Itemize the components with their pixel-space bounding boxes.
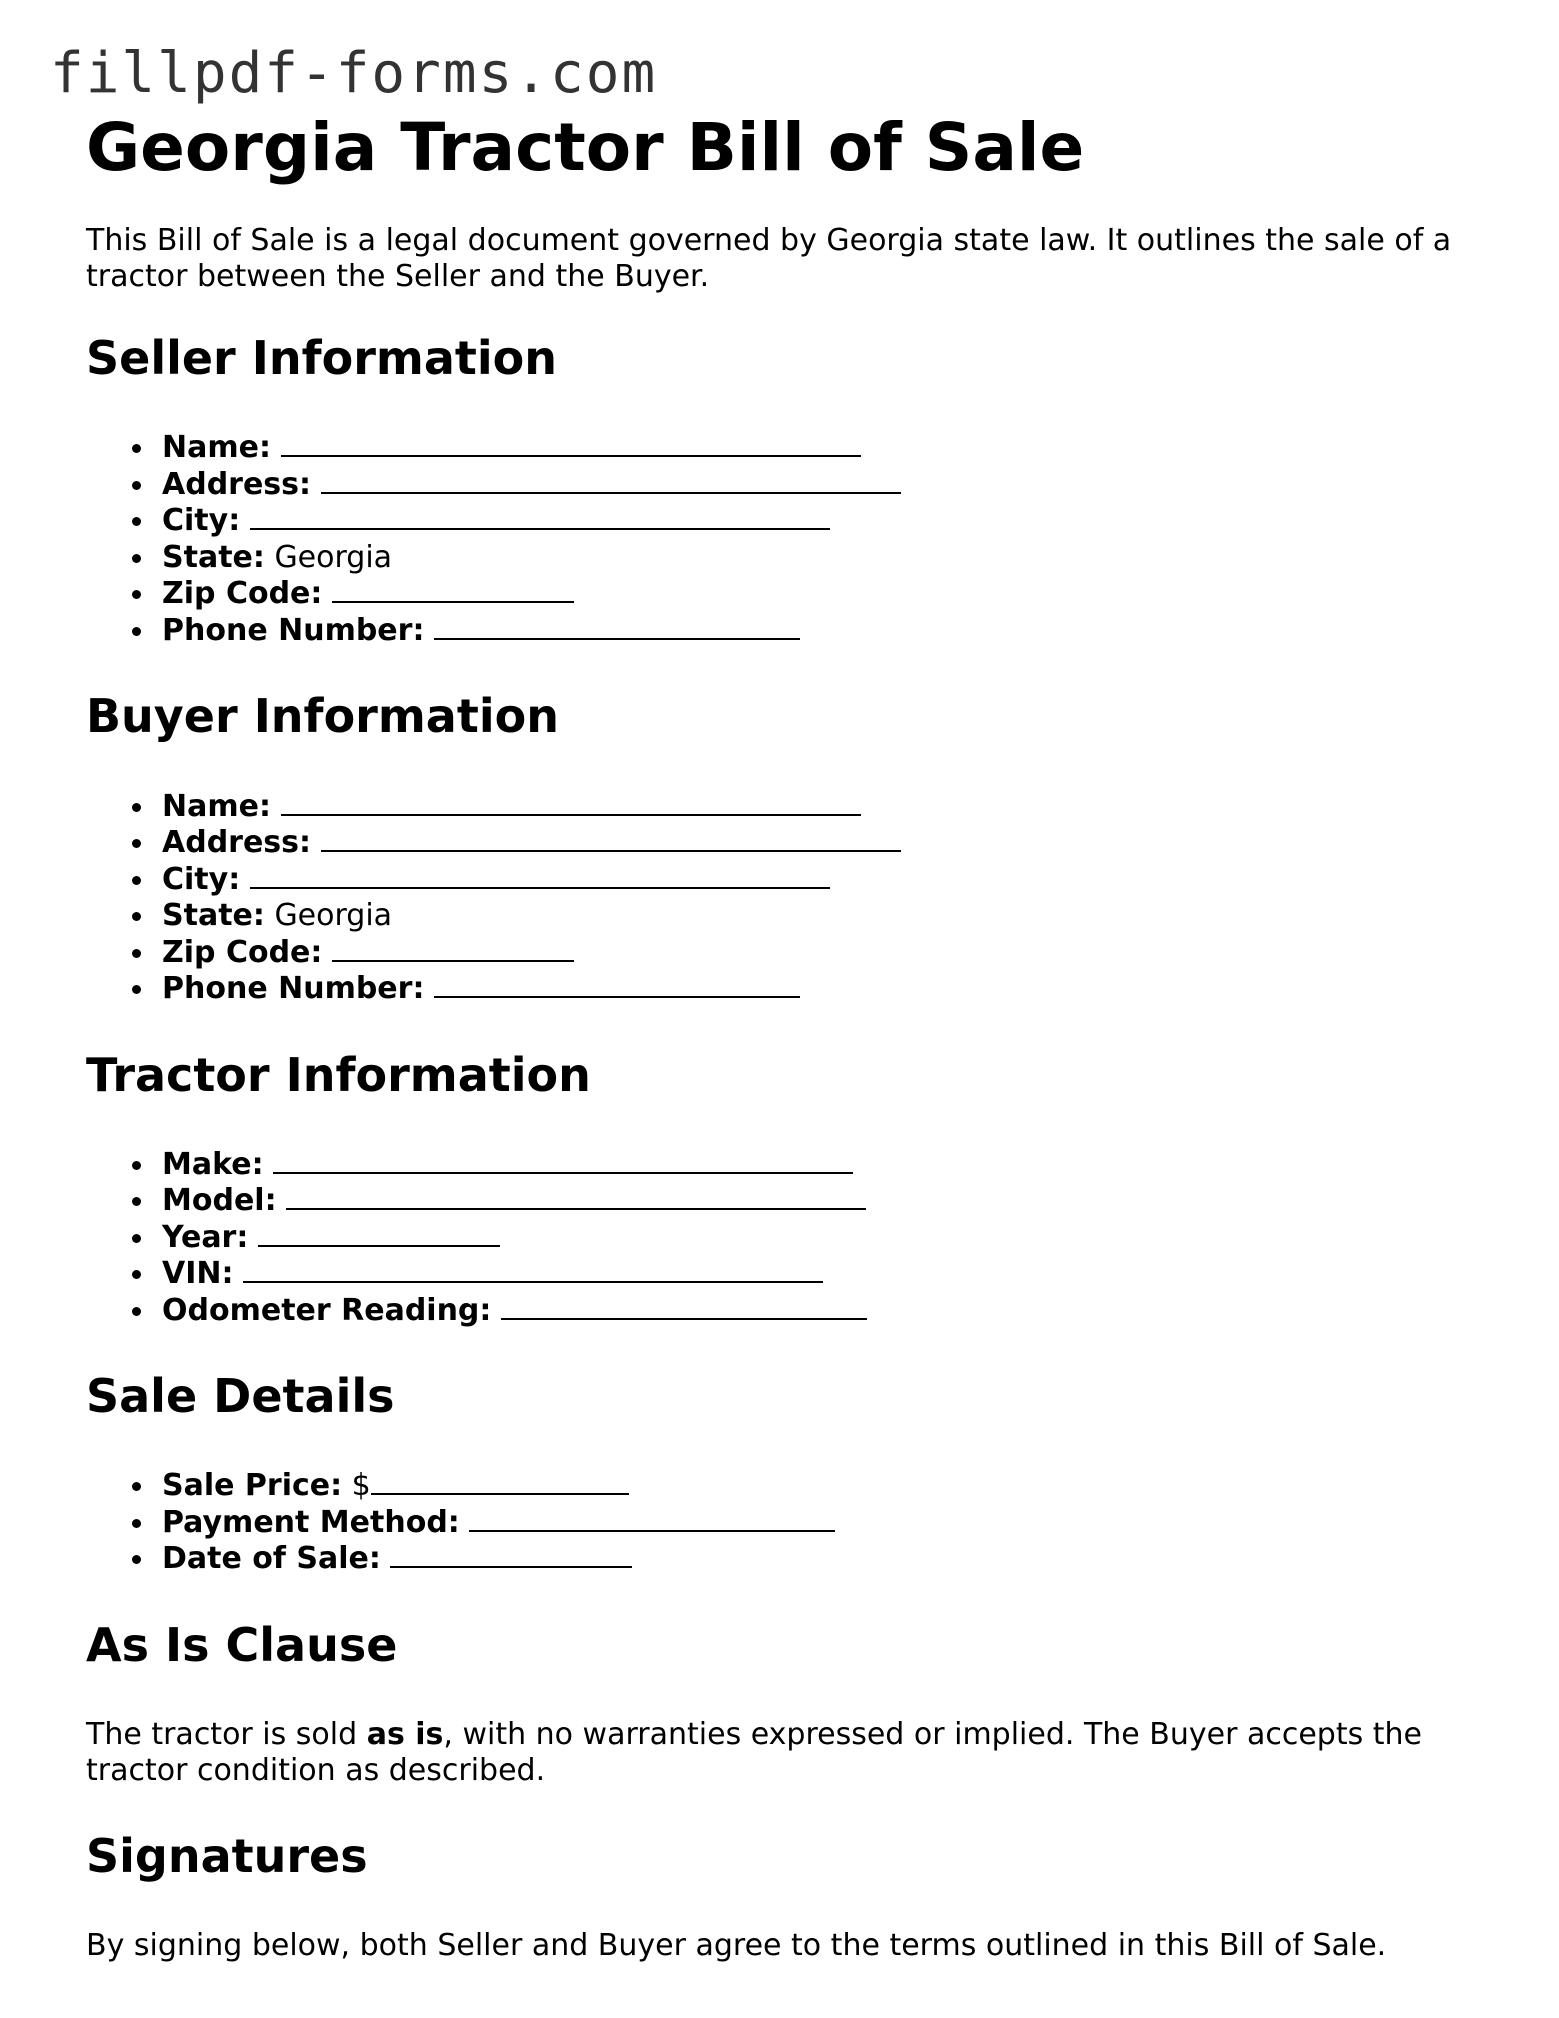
seller-zip-item xyxy=(162,576,1486,613)
tractor-field-list xyxy=(86,1147,1486,1330)
buyer-heading: Buyer Information xyxy=(86,689,559,744)
tractor-vin-field[interactable] xyxy=(243,1257,823,1283)
seller-state-value: Georgia xyxy=(274,539,393,575)
tractor-year-item xyxy=(162,1220,1486,1257)
buyer-name-field[interactable] xyxy=(281,790,861,816)
tractor-year-field[interactable] xyxy=(258,1221,500,1247)
seller-field-list xyxy=(86,430,1486,649)
buyer-address-label: Address: xyxy=(162,825,312,861)
sale-price-item xyxy=(162,1468,1486,1505)
buyer-phone-field[interactable] xyxy=(434,972,800,998)
buyer-zip-field[interactable] xyxy=(332,936,574,962)
buyer-section xyxy=(86,689,1486,1007)
seller-phone-item xyxy=(162,613,1486,650)
seller-name-item xyxy=(162,430,1486,467)
sale-field-list xyxy=(86,1468,1486,1578)
tractor-heading: Tractor Information xyxy=(86,1047,591,1102)
sale-price-label: Sale Price: xyxy=(162,1468,343,1504)
buyer-address-field[interactable] xyxy=(321,826,901,852)
document-body xyxy=(86,108,1486,1964)
tractor-make-item xyxy=(162,1147,1486,1184)
as-is-heading: As Is Clause xyxy=(86,1617,398,1672)
as-is-paragraph xyxy=(86,1717,1486,1789)
buyer-name-item xyxy=(162,789,1486,826)
buyer-name-label: Name: xyxy=(162,788,271,824)
as-is-bold-text: as is xyxy=(366,1717,444,1753)
seller-address-label: Address: xyxy=(162,466,312,502)
seller-address-item xyxy=(162,467,1486,504)
seller-state-label: State: xyxy=(162,539,265,575)
payment-method-label: Payment Method: xyxy=(162,1504,460,1540)
currency-symbol: $ xyxy=(351,1468,371,1504)
as-is-section xyxy=(86,1618,1486,1789)
tractor-make-label: Make: xyxy=(162,1146,264,1182)
as-is-text-start: The tractor is sold xyxy=(86,1717,367,1753)
buyer-phone-item xyxy=(162,971,1486,1008)
seller-address-field[interactable] xyxy=(321,468,901,494)
seller-zip-field[interactable] xyxy=(332,577,574,603)
buyer-address-item xyxy=(162,825,1486,862)
signatures-section xyxy=(86,1829,1486,1964)
watermark-text: fillpdf-forms.com xyxy=(50,41,658,106)
tractor-model-item xyxy=(162,1183,1486,1220)
buyer-zip-label: Zip Code: xyxy=(162,934,323,970)
tractor-model-field[interactable] xyxy=(286,1184,866,1210)
tractor-odometer-label: Odometer Reading: xyxy=(162,1292,492,1328)
signatures-paragraph: By signing below, both Seller and Buyer agree to the terms outlined in this Bill of Sale. xyxy=(86,1928,1387,1964)
seller-city-field[interactable] xyxy=(250,504,830,530)
seller-city-label: City: xyxy=(162,503,241,539)
buyer-state-item xyxy=(162,898,1486,935)
sale-price-field[interactable] xyxy=(371,1469,629,1495)
buyer-city-field[interactable] xyxy=(250,863,830,889)
seller-phone-label: Phone Number: xyxy=(162,612,425,648)
sale-date-label: Date of Sale: xyxy=(162,1541,381,1577)
seller-heading: Seller Information xyxy=(86,331,558,386)
buyer-phone-label: Phone Number: xyxy=(162,971,425,1007)
sale-date-field[interactable] xyxy=(390,1542,632,1568)
sale-heading: Sale Details xyxy=(86,1369,395,1424)
buyer-field-list xyxy=(86,789,1486,1008)
buyer-state-value: Georgia xyxy=(274,898,393,934)
seller-name-label: Name: xyxy=(162,430,271,466)
buyer-state-label: State: xyxy=(162,898,265,934)
payment-method-item xyxy=(162,1505,1486,1542)
buyer-city-label: City: xyxy=(162,861,241,897)
as-is-text-end: , with no warranties expressed or implied. The Buyer accepts the tractor condition as described. xyxy=(86,1717,1422,1789)
seller-zip-label: Zip Code: xyxy=(162,576,323,612)
payment-method-field[interactable] xyxy=(469,1506,835,1532)
intro-paragraph: This Bill of Sale is a legal document governed by Georgia state law. It outlines the sale of a tractor between the Seller and the Buyer. xyxy=(86,223,1452,295)
seller-state-item xyxy=(162,540,1486,577)
signatures-heading: Signatures xyxy=(86,1829,368,1884)
buyer-city-item xyxy=(162,862,1486,899)
sale-date-item xyxy=(162,1541,1486,1578)
tractor-vin-label: VIN: xyxy=(162,1256,234,1292)
sale-section xyxy=(86,1369,1486,1578)
tractor-odometer-item xyxy=(162,1293,1486,1330)
page-title: Georgia Tractor Bill of Sale xyxy=(86,109,1085,186)
tractor-model-label: Model: xyxy=(162,1183,277,1219)
seller-phone-field[interactable] xyxy=(434,614,800,640)
tractor-section xyxy=(86,1048,1486,1330)
seller-city-item xyxy=(162,503,1486,540)
tractor-odometer-field[interactable] xyxy=(501,1294,867,1320)
seller-section xyxy=(86,331,1486,649)
buyer-zip-item xyxy=(162,935,1486,972)
tractor-make-field[interactable] xyxy=(273,1148,853,1174)
seller-name-field[interactable] xyxy=(281,431,861,457)
tractor-year-label: Year: xyxy=(162,1219,249,1255)
tractor-vin-item xyxy=(162,1256,1486,1293)
